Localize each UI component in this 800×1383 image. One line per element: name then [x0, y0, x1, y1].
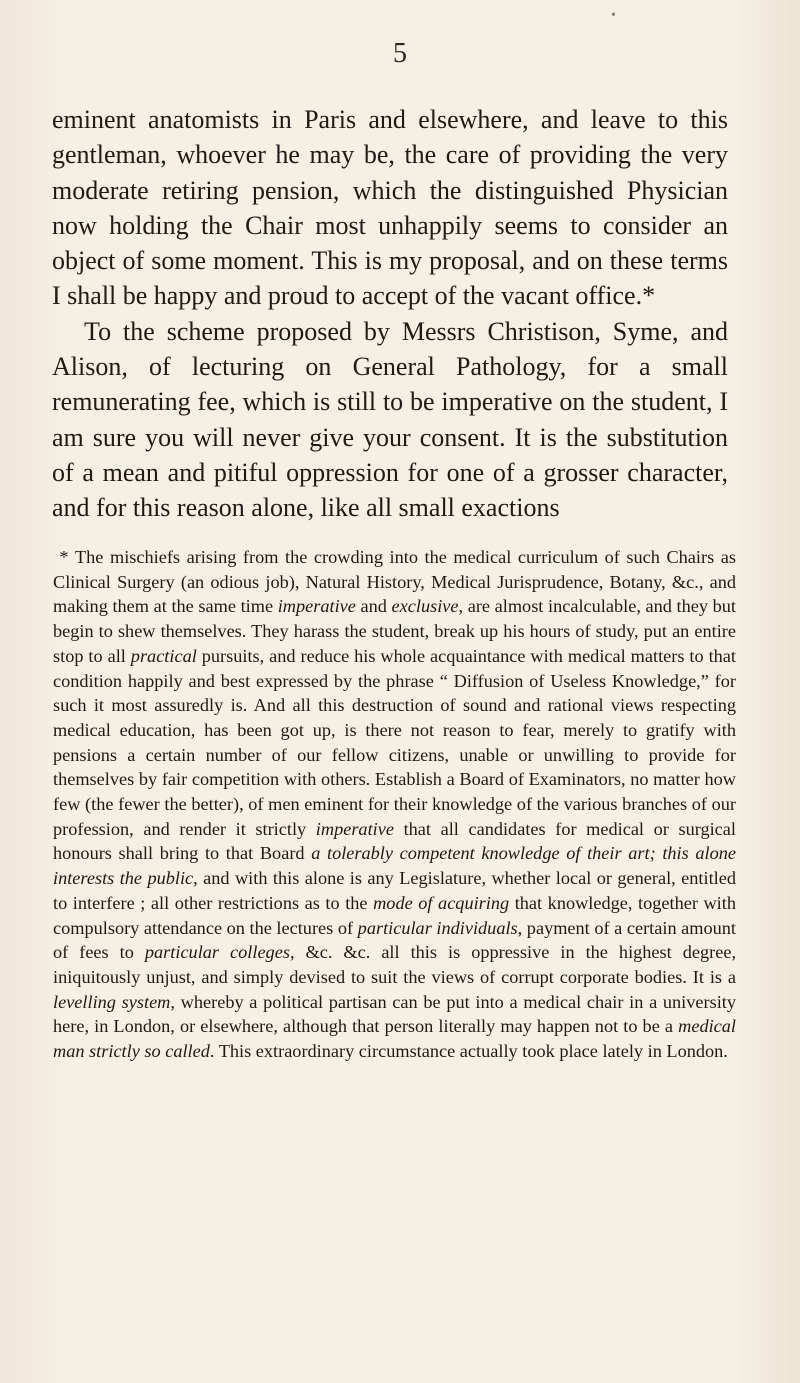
footnote-emphasis: mode of acquiring [373, 892, 510, 913]
footnote-emphasis: exclusive [391, 596, 459, 617]
footnote-emphasis: levelling system [53, 991, 171, 1012]
footnote-segment: , and with this alone is any Legislature, whether local or general, entitled to interfere ; all other restrictions as to the [53, 868, 736, 913]
footnote-segment: , whereby a political partisan can be put into a medical chair in a university here, in London, or elsewhere, although that person literally may happen not to be a [53, 991, 736, 1037]
footnote-segment: The mischiefs arising from the crowding into the medical curriculum of such Chairs as Clinical Surgery (an odious job), Natural History, Medical Jurisprudence, Botany, &c., and making them at the same time [53, 547, 736, 617]
main-text [52, 102, 728, 526]
footnote-emphasis: medical man strictly so called [53, 1016, 736, 1062]
print-speck: • [611, 8, 616, 23]
footnote-text [53, 545, 736, 1064]
footnote-emphasis: imperative [315, 818, 394, 839]
paragraph-1: eminent anatomists in Paris and elsewhere, and leave to this gentleman, whoever he may be, the care of providing the very moderate retiring pension, which the distinguished Physician now holding the Chair most unhappily seems to consider an object of some moment. This is my proposal, and on these terms I shall be happy and proud to accept of the vacant office.* [52, 105, 728, 311]
footnote-segment: , &c. &c. all this is oppressive in the highest degree, iniquitously unjust, and simply devised to suit the views of corrupt corporate bodies. It is a [53, 942, 737, 987]
footnote-emphasis: particular colleges [144, 942, 290, 963]
footnote-segment: . This extraordinary circumstance actually took place lately in London. [209, 1041, 728, 1062]
footnote-segment: pursuits, and reduce his whole acquaintance with medical matters to that condition happily and best expressed by the phrase “ Diffusion of Useless Knowledge,” for such it most assuredly is. And all this destruction of sound and rational views respecting medical education, has been got up, is there not reason to fear, merely to gratify with pensions a certain number of our fellow citizens, unable or unwilling to provide for themselves by fair competition with others. Establish a Board of Examinators, no matter how few (the fewer the better), of men eminent for their knowledge of the various branches of our profession, and render it strictly [53, 645, 736, 839]
footnote-emphasis: particular individuals [357, 917, 518, 938]
footnote-segment: , are almost incalculable, and they but begin to shew themselves. They harass the student, break up his hours of study, put an entire stop to all [53, 596, 736, 666]
footnote-emphasis: imperative [277, 596, 356, 617]
paragraph-2: To the scheme proposed by Messrs Christison, Syme, and Alison, of lecturing on General Pathology, for a small remunerating fee, which is still to be imperative on the student, I am sure you will never give your consent. It is the substitution of a mean and pitiful oppression for one of a grosser character, and for this reason alone, like all small exactions [52, 316, 728, 523]
footnote-segment: that all candidates for medical or surgical honours shall bring to that Board [53, 818, 736, 864]
page-number: 5 [393, 38, 407, 69]
footnote [53, 545, 736, 1064]
footnote-emphasis: a tolerably competent knowledge of their art; this alone interests the public [53, 843, 736, 889]
footnote-marker: * [59, 547, 69, 567]
footnote-emphasis: practical [130, 645, 197, 666]
footnote-segment: and [355, 596, 392, 617]
footnote-segment: that knowledge, together with compulsory attendance on the lectures of [53, 892, 736, 938]
footnote-segment: , payment of a certain amount of fees to [53, 917, 737, 963]
